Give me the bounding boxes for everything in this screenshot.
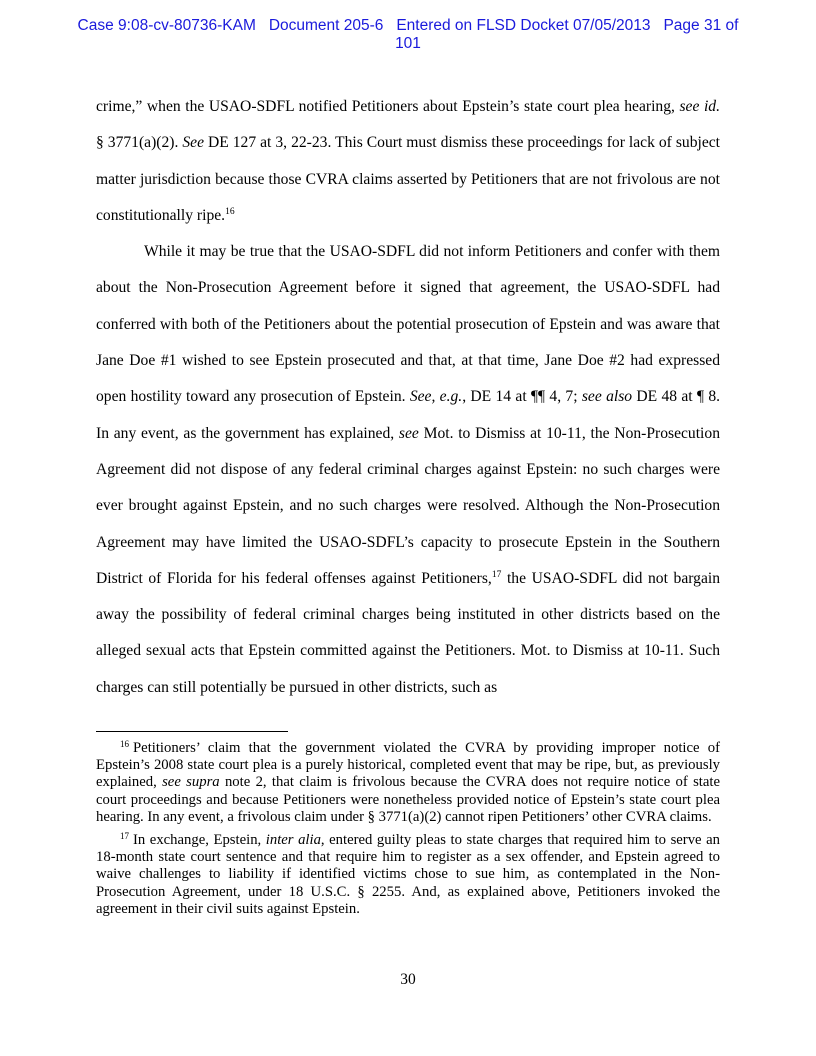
body-text (96, 89, 720, 706)
footnote-16: $^{16}$ Petitioners’ claim that the government violated the CVRA by providing improper notice of Epstein’s 2008 state court plea is a purely historical, completed event that may be ripe, but, as previously explained, see supra note 2, that claim is frivolous because the CVRA does not require notice of state court proceedings and because Petitioners were nonetheless provided notice of Epstein’s state court plea hearing. In any event, a frivolous claim under § 3771(a)(2) cannot ripen Petitioners’ other CVRA claims. (96, 739, 721, 825)
entered-on-docket: Entered on FLSD Docket 07/05/2013 (396, 17, 651, 34)
footnote-ref-16: 16 (225, 206, 235, 217)
page-of: Page 31 of (663, 17, 739, 34)
docket-header (0, 17, 816, 53)
document-number: Document 205-6 (268, 17, 384, 34)
footnote-number-16: 16 (120, 739, 129, 749)
footnote-17: $^{17}$ In exchange, Epstein, inter alia, entered guilty pleas to state charges that required him to serve an 18-month state court sentence and that require him to register as a sex offender, and Epstein agreed to waive challenges to liability if identified victims chose to sue him, as contemplated in the Non-Prosecution Agreement, under 18 U.S.C. § 2255. And, as explained above, Petitioners invoked the agreement in their civil suits against Epstein. (96, 831, 720, 917)
footnote-number-17: 17 (120, 831, 129, 842)
footnotes (96, 740, 720, 924)
footnote-ref-17: 17 (491, 569, 502, 580)
page-total: 101 (395, 35, 421, 52)
case-number: Case 9:08-cv-80736-KAM (77, 17, 256, 34)
page-number: 30 (400, 971, 416, 988)
paragraph-2: While it may be true that the USAO-SDFL did not inform Petitioners and confer with them about the Non-Prosecution Agreement before it signed that agreement, the USAO-SDFL had conferred with both of the Petitioners about the potential prosecution of Epstein and was aware that Jane Doe #1 wished to see Epstein prosecuted and that, at that time, Jane Doe #2 had expressed open hostility toward any prosecution of Epstein. See, e.g., DE 14 at ¶¶ 4, 7; see also DE 48 at ¶ 8. In any event, as the government has explained, see Mot. to Dismiss at 10-11, the Non-Prosecution Agreement did not dispose of any federal criminal charges against Epstein: no such charges were ever brought against Epstein, and no such charges were resolved. Although the Non-Prosecution Agreement may have limited the USAO-SDFL’s capacity to prosecute Epstein in the Southern District of Florida for his federal offenses against Petitioners,$^{17}$ the USAO-SDFL did not bargain away the possibility of federal criminal charges being instituted in other districts based on the alleged sexual acts that Epstein committed against the Petitioners. Mot. to Dismiss at 10-11. Such charges can still potentially be pursued in other districts, such as (96, 243, 721, 696)
footnote-divider (96, 731, 288, 732)
paragraph-1: crime,” when the USAO-SDFL notified Petitioners about Epstein’s state court plea hearing, see id. § 3771(a)(2). See DE 127 at 3, 22-23. This Court must dismiss these proceedings for lack of subject matter jurisdiction because those CVRA claims asserted by Petitioners that are not frivolous are not constitutionally ripe.$^{16}$ (96, 98, 720, 224)
